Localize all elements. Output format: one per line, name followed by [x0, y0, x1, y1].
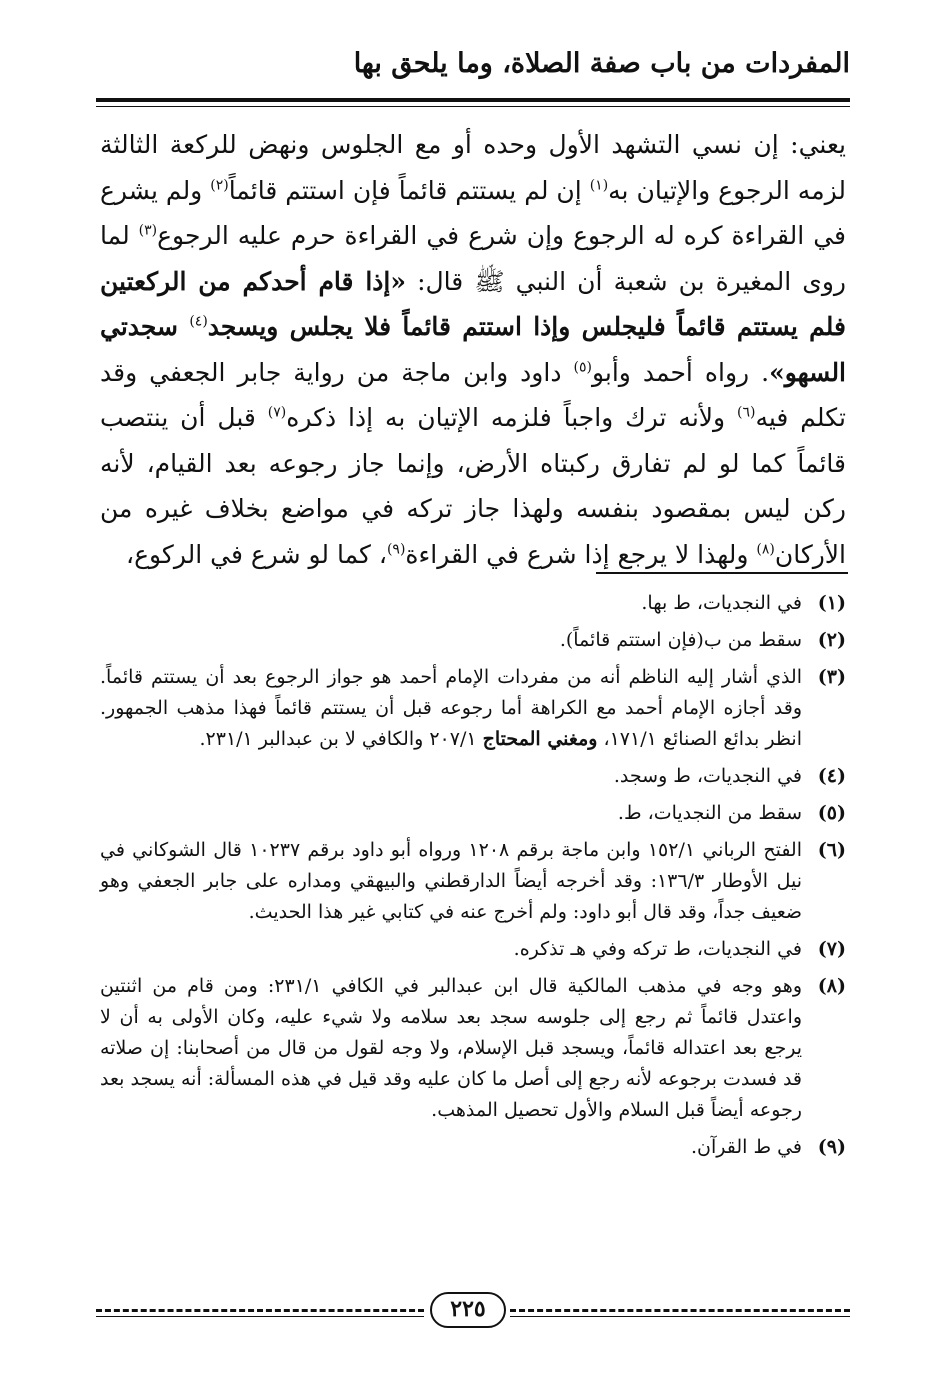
page-footer: [96, 1292, 850, 1332]
text-segment: إن لم يستتم قائماً فإن استتم قائماً: [228, 175, 590, 205]
footnote-ref: (٦): [737, 404, 756, 421]
main-paragraph: [100, 122, 846, 577]
footnote-text: في النجديات، ط وسجد.: [613, 765, 802, 787]
footnote-number: (٧): [817, 938, 846, 960]
footnote-7: [100, 934, 846, 965]
footnote-text: سقط من النجديات، ط.: [617, 802, 802, 824]
header-rule-thin: [96, 106, 850, 107]
footnote-8: [100, 971, 846, 1126]
main-body-text: [100, 122, 846, 577]
footnote-5: [100, 798, 846, 829]
footnote-text-part: ٢٠٧/١ والكافي لا بن عبدالبر ٢٣١/١.: [199, 728, 483, 750]
footnote-book-title: ومغني المحتاج: [482, 728, 598, 750]
header-rule-thick: [96, 98, 850, 102]
footnote-number: (١): [817, 592, 846, 614]
footnote-text: في النجديات، ط بها.: [641, 592, 802, 614]
footnote-ref: (٤): [189, 313, 208, 330]
text-segment: ولهذا لا يرجع إذا شرع في القراءة: [405, 539, 757, 569]
footnote-ref: (١): [589, 177, 609, 194]
hadith-quote: «إذا قام أحدكم من الركعتين فلم يستتم قائماً فليجلس وإذا استتم قائماً فلا يجلس ويسجد: [100, 266, 846, 341]
footnote-ref: (٧): [267, 404, 287, 421]
footnote-number: (٣): [817, 666, 846, 688]
footnote-9: [100, 1132, 846, 1163]
footnote-number: (٨): [817, 975, 846, 997]
footnote-text-part: الذي أشار إليه الناظم أنه من مفردات الإمام أحمد هو جواز الرجوع بعد أن يستتم قائماً. وقد أجازه الإمام أحمد مع الكراهة أما رجوعه قبل أن يستتم قائماً فهذا مذهب الجمهور. انظر بدائع الصنائع ١٧١/١،: [100, 666, 802, 750]
footer-rule-right: [510, 1316, 850, 1317]
footnote-3: [100, 662, 846, 755]
footnote-number: (٢): [817, 629, 846, 651]
footnote-ref: (٩): [386, 541, 406, 558]
footnote-ref: (٢): [210, 177, 229, 194]
footnotes: [100, 588, 846, 1169]
page-number: ٢٢٥: [430, 1292, 506, 1328]
footnote-text: وهو وجه في مذهب المالكية قال ابن عبدالبر في الكافي ٢٣١/١: ومن قام من اثنتين واعتدل قائماً ثم رجع إلى جلوسه سجد بعد سلامه ولا شيء عليه، وكان الأولى به أن لا يرجع بعد اعتداله قائماً، ويسجد قبل الإسلام، ولا وجه لقول من قال من أصحابنا: إن صلاته قد فسدت برجوعه لأنه رجع إلى أصل ما كان عليه وقد قيل في هذه المسألة: أنه يسجد بعد رجوعه أيضاً قبل السلام والأول تحصيل المذهب.: [100, 975, 802, 1121]
footnote-4: [100, 761, 846, 792]
text-segment: . رواه أحمد وأبو: [591, 357, 770, 387]
footer-dashed-rule-right: [510, 1309, 850, 1312]
footnote-number: (٥): [817, 802, 846, 824]
footnote-ref: (٨): [756, 541, 775, 558]
footnote-number: (٦): [817, 839, 846, 861]
footer-rule-left: [96, 1316, 424, 1317]
footnote-text: [100, 662, 802, 755]
running-header: المفردات من باب صفة الصلاة، وما يلحق بها: [353, 48, 850, 79]
text-segment: ولم يشرع في القراءة كره له الرجوع وإن شرع في القراءة حرم عليه الرجوع: [100, 175, 846, 250]
footnote-1: [100, 588, 846, 619]
footnote-separator: [596, 572, 848, 574]
footnote-2: [100, 625, 846, 656]
text-segment: قبل أن ينتصب قائماً كما لو لم تفارق ركبتاه الأرض، وإنما جاز رجوعه بعد القيام، لأنه ركن ليس بمقصود بنفسه ولهذا جاز تركه في مواضع بخلاف غيره من الأركان: [100, 403, 846, 569]
footnote-number: (٩): [817, 1136, 846, 1158]
text-segment: لما روى المغيرة بن شعبة أن النبي ﷺ قال:: [100, 221, 846, 296]
footer-dashed-rule-left: [96, 1309, 424, 1312]
text-segment: داود وابن ماجة من رواية جابر الجعفي وقد تكلم فيه: [100, 357, 846, 432]
footnote-number: (٤): [817, 765, 846, 787]
footnote-ref: (٥): [573, 359, 592, 376]
text-segment: ولأنه ترك واجباً فلزمه الإتيان به إذا ذكره: [286, 403, 738, 432]
footnote-6: [100, 835, 846, 928]
text-segment: ، كما لو شرع في الركوع،: [126, 539, 387, 569]
text-segment: يعني: إن نسي التشهد الأول وحده أو مع الجلوس ونهض للركعة الثالثة لزمه الرجوع والإتيان به: [100, 130, 846, 205]
footnote-text: الفتح الرباني ١٥٢/١ وابن ماجة برقم ١٢٠٨ ورواه أبو داود برقم ١٠٢٣٧ قال الشوكاني في نيل الأوطار ١٣٦/٣: وقد أخرجه أيضاً الدارقطني والبيهقي ومداره على جابر الجعفي وهو ضعيف جداً، وقد قال أبو داود: ولم أخرج عنه في كتابي غير هذا الحديث.: [100, 839, 803, 923]
footnote-text: سقط من ب(فإن استتم قائماً).: [559, 629, 802, 651]
footnote-text: في ط القرآن.: [690, 1136, 802, 1158]
footnote-ref: (٣): [138, 222, 158, 239]
hadith-quote: سجدتي السهو»: [100, 312, 847, 387]
footnote-text: في النجديات، ط تركه وفي هـ تذكره.: [513, 938, 802, 960]
